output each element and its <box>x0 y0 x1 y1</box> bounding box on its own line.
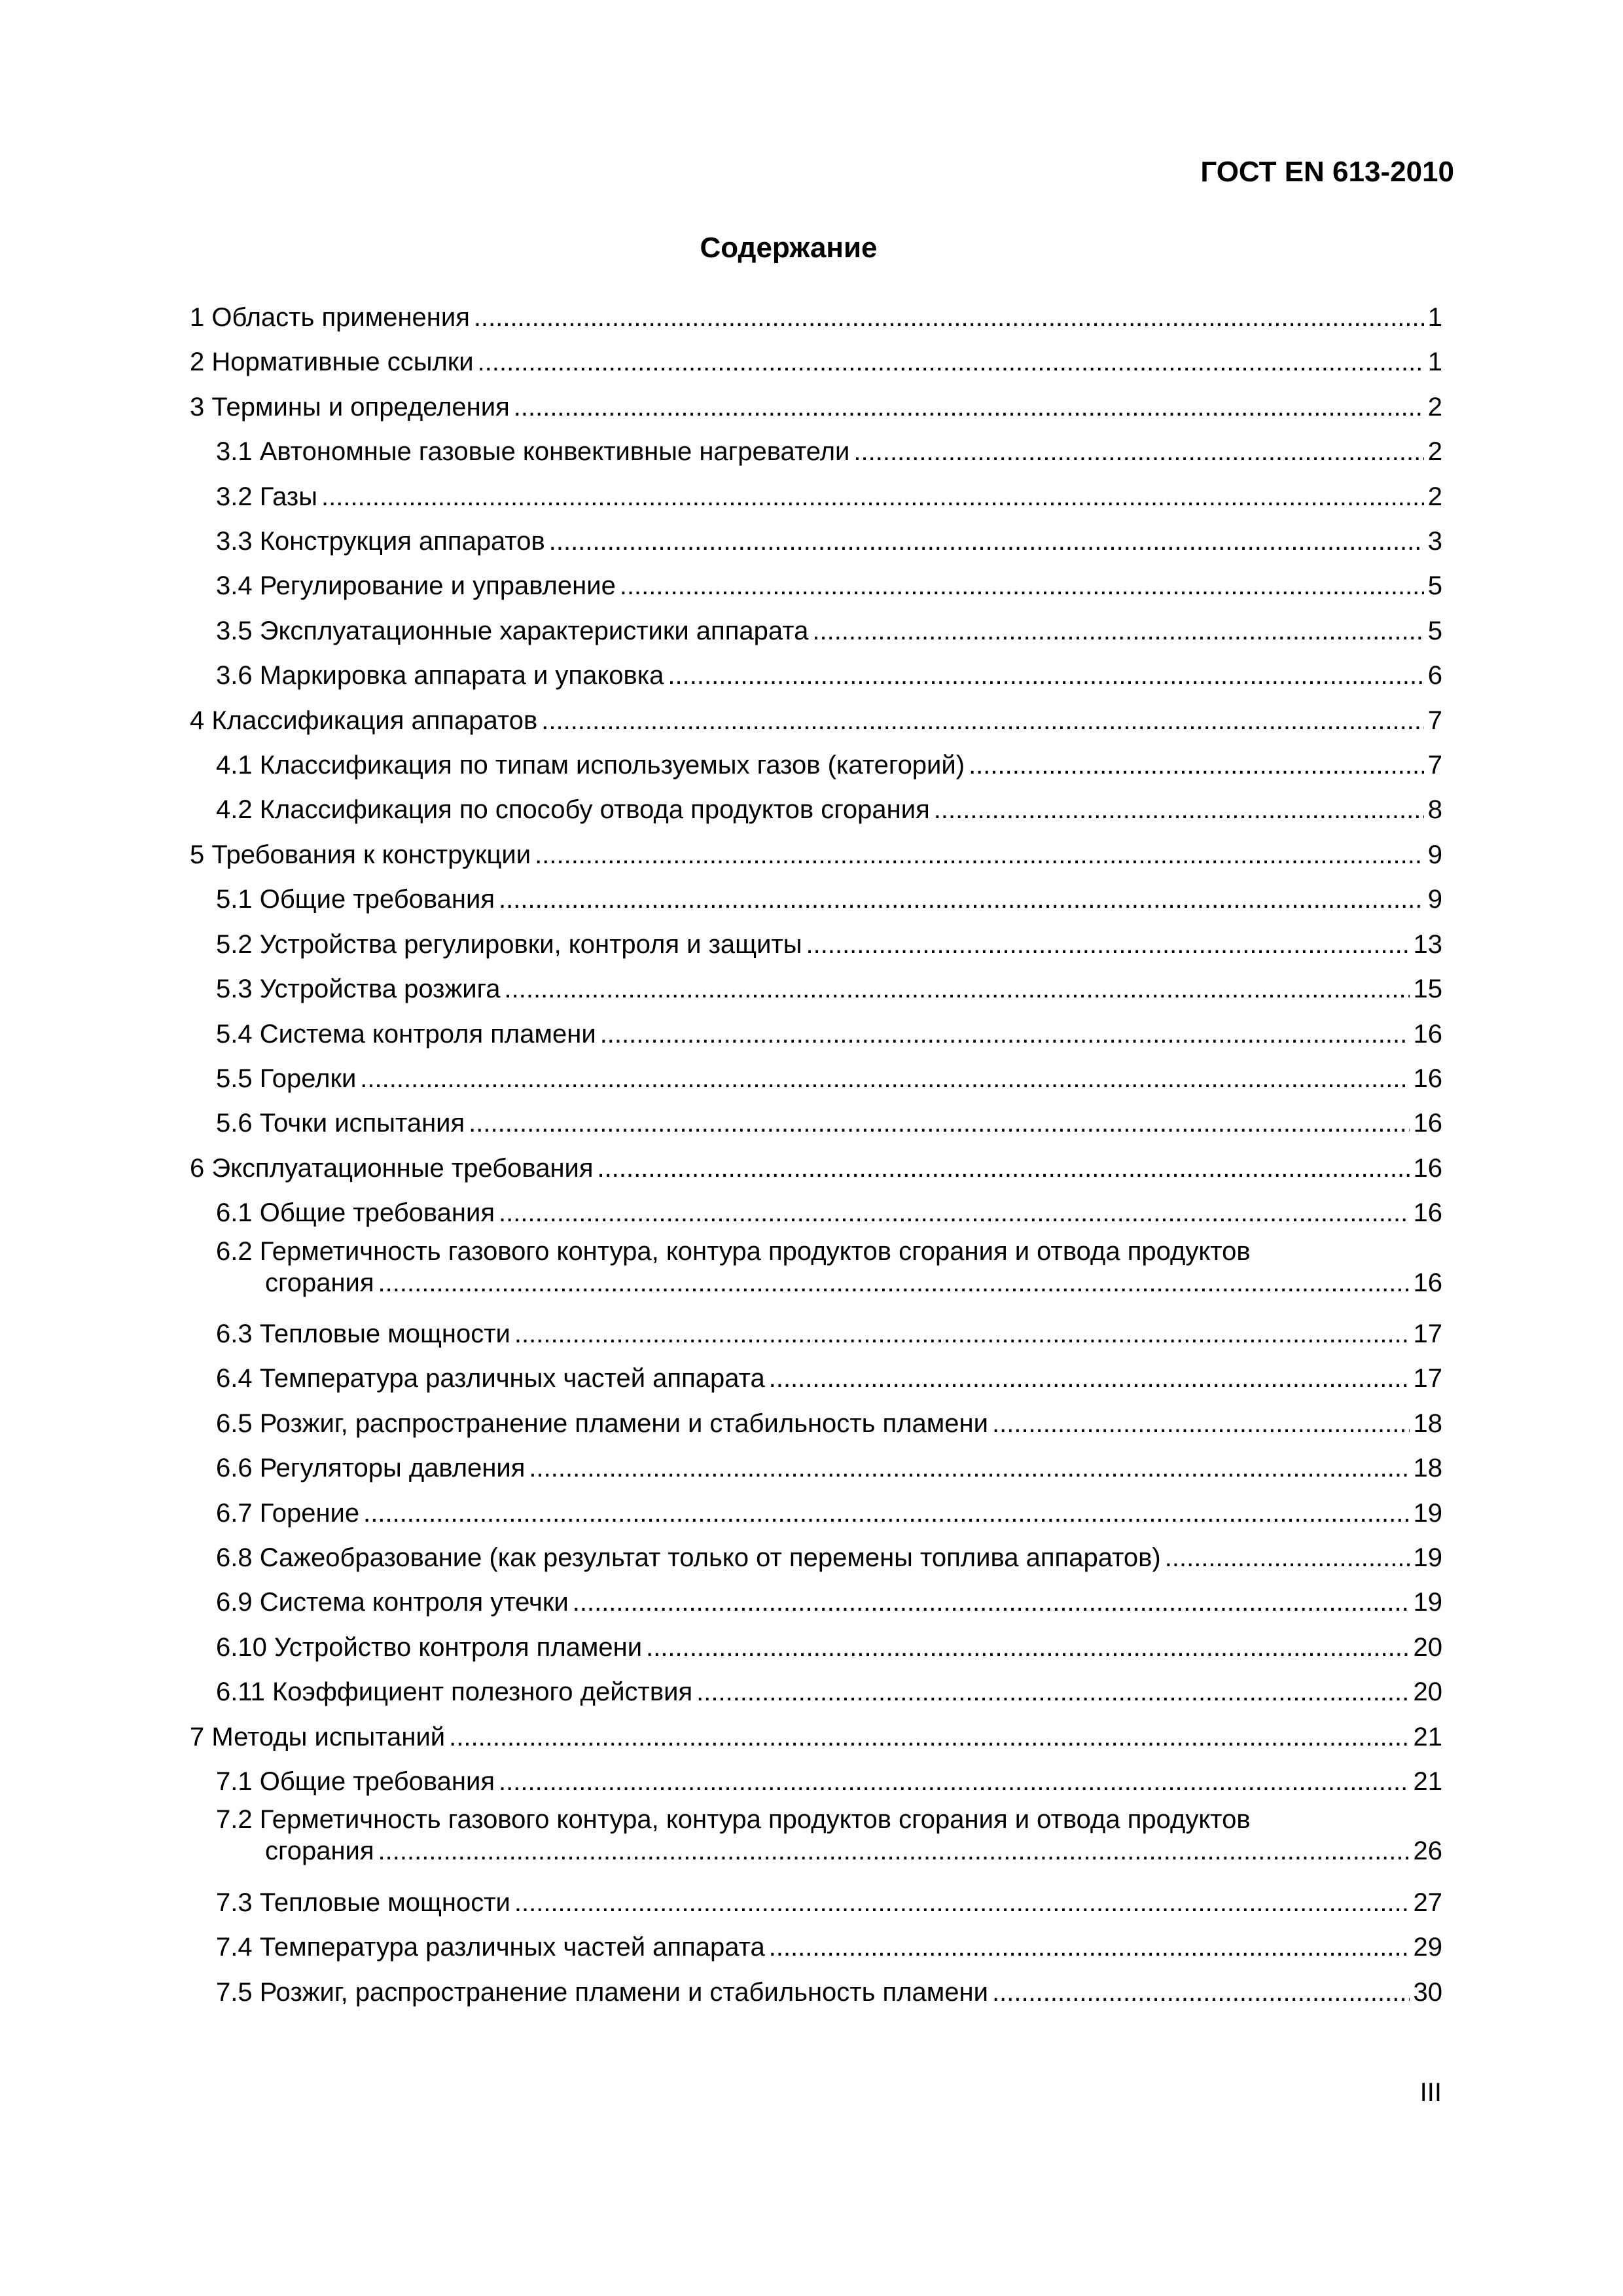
toc-entry-page: 5 <box>1427 616 1442 645</box>
toc-entry-page: 18 <box>1413 1408 1442 1438</box>
toc-entry-title: 7.1 Общие требования <box>216 1767 495 1796</box>
toc-subentry[interactable] <box>190 1925 1442 1969</box>
toc-entry-title: 6.8 Сажеобразование (как результат только от перемены топлива аппаратов) <box>216 1543 1161 1572</box>
toc-subentry[interactable] <box>190 1625 1442 1670</box>
toc-dot-leader <box>499 1191 1409 1235</box>
toc-dot-leader <box>668 653 1423 698</box>
toc-entry-title: 6 Эксплуатационные требования <box>190 1153 594 1183</box>
toc-subentry[interactable] <box>190 1012 1442 1056</box>
toc-subentry[interactable] <box>190 1535 1442 1580</box>
toc-entry-title: 6.1 Общие требования <box>216 1198 495 1228</box>
toc-dot-leader <box>853 429 1423 474</box>
toc-entry[interactable] <box>190 385 1442 429</box>
toc-subentry[interactable] <box>190 877 1442 922</box>
toc-entry-page: 30 <box>1413 1977 1442 2007</box>
toc-dot-leader <box>696 1670 1409 1714</box>
toc-entry-title: 4 Классификация аппаратов <box>190 706 538 735</box>
page-number: III <box>1419 2078 1442 2107</box>
toc-dot-leader <box>535 833 1424 877</box>
toc-subentry[interactable] <box>190 1970 1442 2015</box>
toc-entry[interactable] <box>190 1146 1442 1191</box>
toc-dot-leader <box>363 1491 1409 1535</box>
toc-dot-leader <box>514 1880 1410 1925</box>
toc-entry-page: 29 <box>1413 1933 1442 1962</box>
toc-entry-page: 16 <box>1413 1198 1442 1228</box>
toc-subentry[interactable] <box>190 922 1442 967</box>
toc-entry-title: 3.5 Эксплуатационные характеристики аппарата <box>216 616 809 645</box>
toc-dot-leader <box>478 340 1424 384</box>
toc-entry-title: 2 Нормативные ссылки <box>190 348 474 377</box>
toc-entry-title-continuation: сгорания <box>265 1268 374 1297</box>
toc-dot-leader <box>499 1759 1409 1804</box>
toc-dot-leader <box>549 519 1424 564</box>
toc-entry-page: 7 <box>1427 751 1442 780</box>
toc-entry-title: 6.10 Устройство контроля пламени <box>216 1632 643 1662</box>
toc-entry-title: 4.2 Классификация по способу отвода продуктов сгорания <box>216 795 930 825</box>
toc-dot-leader <box>992 1401 1410 1446</box>
toc-entry-page: 16 <box>1413 1109 1442 1138</box>
toc-entry-title: 4.1 Классификация по типам используемых газов (категорий) <box>216 751 965 780</box>
toc-entry-title: 3.2 Газы <box>216 482 318 511</box>
toc-subentry[interactable] <box>190 1356 1442 1401</box>
toc-subentry[interactable] <box>190 1759 1442 1804</box>
document-code: ГОСТ EN 613-2010 <box>1200 156 1454 188</box>
toc-subentry[interactable] <box>190 1491 1442 1535</box>
toc-dot-leader <box>474 295 1424 340</box>
toc-entry-page: 2 <box>1427 392 1442 422</box>
toc-subentry[interactable] <box>190 743 1442 787</box>
toc-subentry[interactable] <box>190 653 1442 698</box>
toc-entry-page: 18 <box>1413 1454 1442 1483</box>
toc-subentry[interactable] <box>190 1056 1442 1101</box>
toc-dot-leader <box>514 1312 1410 1356</box>
toc-entry-page: 19 <box>1413 1498 1442 1528</box>
toc-entry-page: 16 <box>1413 1064 1442 1093</box>
toc-entry[interactable] <box>190 698 1442 743</box>
toc-entry-page: 26 <box>1413 1837 1442 1866</box>
toc-entry-title: 6.5 Розжиг, распространение пламени и стабильность пламени <box>216 1408 988 1438</box>
toc-dot-leader <box>620 564 1424 608</box>
toc-entry-page: 16 <box>1413 1268 1442 1297</box>
toc-dot-leader <box>934 787 1424 832</box>
toc-subentry[interactable] <box>190 1312 1442 1356</box>
toc-entry-title: 7.4 Температура различных частей аппарата <box>216 1933 765 1962</box>
toc-subentry[interactable] <box>190 1236 1442 1312</box>
toc-dot-leader <box>812 609 1423 653</box>
toc-entry-page: 20 <box>1413 1677 1442 1707</box>
toc-entry-page: 16 <box>1413 1153 1442 1183</box>
toc-entry-title: 6.3 Тепловые мощности <box>216 1319 510 1348</box>
toc-dot-leader <box>769 1925 1410 1969</box>
toc-entry-page: 1 <box>1427 348 1442 377</box>
toc-dot-leader <box>969 743 1424 787</box>
toc-dot-leader <box>378 1835 1410 1867</box>
toc-entry-title: 7.3 Тепловые мощности <box>216 1888 510 1917</box>
toc-entry[interactable] <box>190 340 1442 384</box>
toc-subentry[interactable] <box>190 967 1442 1011</box>
toc-subentry[interactable] <box>190 475 1442 519</box>
toc-dot-leader <box>499 877 1424 922</box>
toc-subentry[interactable] <box>190 1191 1442 1235</box>
toc-entry-page: 8 <box>1427 795 1442 825</box>
toc-entry-page: 20 <box>1413 1632 1442 1662</box>
toc-entry-title: 3.6 Маркировка аппарата и упаковка <box>216 661 664 691</box>
toc-dot-leader <box>321 475 1424 519</box>
toc-entry-page: 9 <box>1427 885 1442 914</box>
toc-entry-title: 1 Область применения <box>190 303 470 332</box>
toc-subentry[interactable] <box>190 1101 1442 1145</box>
toc-entry-title: 6.7 Горение <box>216 1498 360 1528</box>
toc-dot-leader <box>469 1101 1409 1145</box>
toc-entry[interactable] <box>190 1715 1442 1759</box>
toc-subentry[interactable] <box>190 564 1442 608</box>
toc-entry-title: 5.3 Устройства розжига <box>216 975 501 1004</box>
toc-dot-leader <box>597 1146 1410 1191</box>
toc-entry-title: 7.5 Розжиг, распространение пламени и стабильность пламени <box>216 1977 988 2007</box>
toc-subentry[interactable] <box>190 519 1442 564</box>
toc-entry[interactable] <box>190 295 1442 340</box>
toc-entry-page: 21 <box>1413 1767 1442 1796</box>
toc-entry-page: 19 <box>1413 1543 1442 1572</box>
table-of-contents <box>190 295 1442 2015</box>
toc-title: Содержание <box>700 232 878 264</box>
toc-dot-leader <box>806 922 1410 967</box>
toc-entry-page: 3 <box>1427 527 1442 556</box>
toc-dot-leader <box>505 967 1410 1011</box>
toc-subentry[interactable] <box>190 1446 1442 1490</box>
toc-dot-leader <box>600 1012 1410 1056</box>
toc-dot-leader <box>378 1267 1410 1299</box>
toc-dot-leader <box>573 1580 1410 1624</box>
toc-dot-leader <box>541 698 1423 743</box>
toc-entry-title: 5.4 Система контроля пламени <box>216 1019 596 1049</box>
toc-entry-title: 3.1 Автономные газовые конвективные нагреватели <box>216 437 850 467</box>
toc-dot-leader <box>514 385 1424 429</box>
toc-entry-title: 5.6 Точки испытания <box>216 1109 465 1138</box>
toc-entry-title: 5.2 Устройства регулировки, контроля и защиты <box>216 929 802 959</box>
toc-entry-page: 9 <box>1427 840 1442 869</box>
toc-subentry[interactable] <box>190 609 1442 653</box>
toc-dot-leader <box>360 1056 1409 1101</box>
toc-entry-page: 5 <box>1427 571 1442 601</box>
toc-entry-title: 3.4 Регулирование и управление <box>216 571 616 601</box>
toc-entry-page: 13 <box>1413 929 1442 959</box>
toc-entry-page: 15 <box>1413 975 1442 1004</box>
toc-entry-title: 6.9 Система контроля утечки <box>216 1588 569 1617</box>
toc-subentry[interactable] <box>190 1880 1442 1925</box>
toc-entry-title: 6.11 Коэффициент полезного действия <box>216 1677 693 1707</box>
toc-entry-title: 3.3 Конструкция аппаратов <box>216 527 545 556</box>
toc-subentry[interactable] <box>190 1401 1442 1446</box>
toc-entry-page: 17 <box>1413 1319 1442 1348</box>
toc-entry-page: 1 <box>1427 303 1442 332</box>
toc-subentry[interactable] <box>190 429 1442 474</box>
toc-entry-page: 19 <box>1413 1588 1442 1617</box>
toc-entry-title: 7 Методы испытаний <box>190 1722 446 1751</box>
toc-subentry[interactable] <box>190 1670 1442 1714</box>
toc-entry-title: 5.1 Общие требования <box>216 885 495 914</box>
toc-entry-page: 17 <box>1413 1364 1442 1393</box>
toc-entry-title: 6.6 Регуляторы давления <box>216 1454 526 1483</box>
toc-entry-title: 6.2 Герметичность газового контура, контура продуктов сгорания и отвода продуктов <box>216 1236 1251 1266</box>
toc-subentry[interactable] <box>190 1580 1442 1624</box>
toc-entry-title: 6.4 Температура различных частей аппарата <box>216 1364 765 1393</box>
toc-subentry[interactable] <box>190 1804 1442 1880</box>
toc-dot-leader <box>646 1625 1409 1670</box>
toc-entry-title: 5.5 Горелки <box>216 1064 357 1093</box>
toc-entry-page: 2 <box>1427 437 1442 467</box>
toc-dot-leader <box>769 1356 1410 1401</box>
toc-entry[interactable] <box>190 833 1442 877</box>
toc-dot-leader <box>992 1970 1410 2015</box>
toc-dot-leader <box>1165 1535 1410 1580</box>
toc-dot-leader <box>449 1715 1409 1759</box>
toc-entry-title: 7.2 Герметичность газового контура, контура продуктов сгорания и отвода продуктов <box>216 1805 1251 1835</box>
toc-entry-page: 6 <box>1427 661 1442 691</box>
toc-entry-page: 16 <box>1413 1019 1442 1049</box>
toc-dot-leader <box>529 1446 1409 1490</box>
toc-entry-title: 3 Термины и определения <box>190 392 510 422</box>
toc-entry-page: 7 <box>1427 706 1442 735</box>
toc-entry-page: 2 <box>1427 482 1442 511</box>
toc-subentry[interactable] <box>190 787 1442 832</box>
toc-entry-title: 5 Требования к конструкции <box>190 840 531 869</box>
toc-entry-title-continuation: сгорания <box>265 1837 374 1866</box>
toc-entry-page: 21 <box>1413 1722 1442 1751</box>
toc-entry-page: 27 <box>1413 1888 1442 1917</box>
